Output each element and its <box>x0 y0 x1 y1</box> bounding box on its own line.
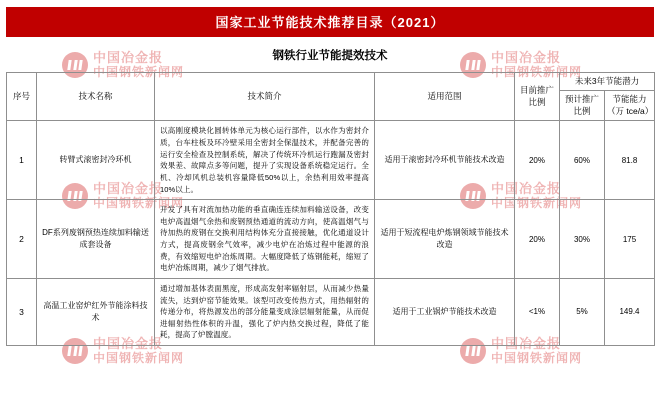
document-page <box>0 7 660 410</box>
cell-scope: 适用于工业锅炉节能技术改造 <box>375 278 515 345</box>
header-no: 序号 <box>7 73 37 121</box>
header-future-potential: 未来3年节能潜力 <box>560 73 655 91</box>
cell-no: 3 <box>7 278 37 345</box>
cell-desc: 开发了具有对流加热功能的垂直确连连续加料输送设备，改变电炉高温烟气余热和废钢预热通道的流动方向，使高温烟气与待加热的废钢在交换利用结构体充分直接接触，优化通道设计方式，提高废钢余气效率，减少电炉在冶炼过程中能源的浪费，有效缩短电炉冶炼周期。大幅度降低了炼钢能耗，缩短了电炉冶炼周期，减少了烟气排放。 <box>155 200 375 279</box>
table-row <box>7 121 655 200</box>
cell-name: 高温工业窑炉红外节能涂料技术 <box>37 278 155 345</box>
watermark-line1: 中国冶金报 <box>491 181 562 196</box>
watermark-line1: 中国冶金报 <box>491 336 562 351</box>
header-desc: 技术简介 <box>155 73 375 121</box>
cell-expected-ratio: 5% <box>560 278 605 345</box>
cell-saving-capacity: 175 <box>605 200 655 279</box>
header-name: 技术名称 <box>37 73 155 121</box>
watermark-line2: 中国钢铁新闻网 <box>491 195 583 210</box>
cell-name: 转臂式滚密封冷环机 <box>37 121 155 200</box>
header-current-ratio: 目前推广比例 <box>515 73 560 121</box>
cell-current-ratio: 20% <box>515 200 560 279</box>
cell-scope: 适用于滚密封冷环机节能技术改造 <box>375 121 515 200</box>
cell-no: 1 <box>7 121 37 200</box>
cell-no: 2 <box>7 200 37 279</box>
watermark-line2: 中国钢铁新闻网 <box>491 64 583 79</box>
watermark-line1: 中国冶金报 <box>93 50 164 65</box>
watermark-line2: 中国钢铁新闻网 <box>93 350 185 365</box>
cell-expected-ratio: 30% <box>560 200 605 279</box>
page-subtitle: 钢铁行业节能提效技术 <box>272 50 388 62</box>
cell-scope: 适用于短流程电炉炼钢领域节能技术改造 <box>375 200 515 279</box>
header-expected-ratio: 预计推广比例 <box>560 91 605 121</box>
cell-saving-capacity: 149.4 <box>605 278 655 345</box>
cell-saving-capacity: 81.8 <box>605 121 655 200</box>
watermark-line1: 中国冶金报 <box>491 50 562 65</box>
watermark-line1: 中国冶金报 <box>93 181 164 196</box>
cell-current-ratio: 20% <box>515 121 560 200</box>
header-scope: 适用范围 <box>375 73 515 121</box>
watermark-line2: 中国钢铁新闻网 <box>491 350 583 365</box>
table-header-group-row <box>7 73 655 91</box>
header-saving-capacity: 节能能力（万 tce/a） <box>605 91 655 121</box>
cell-expected-ratio: 60% <box>560 121 605 200</box>
cell-desc: 以高刚度模块化圆转体单元为核心运行部件，以水作为密封介质，台车柱板及环冷壁采用全密封全保温技术，并配备完善的运行安全检查及控制系统，解决了传统环冷机运行跑漏及密封效果差、故障点多等问题，提升了实现设备系统稳定运行。全机、冷却风机总装机容量降低50%以上，余热利用效率提高10%以上。 <box>155 121 375 200</box>
watermark-line2: 中国钢铁新闻网 <box>93 64 185 79</box>
cell-current-ratio: <1% <box>515 278 560 345</box>
watermark-line1: 中国冶金报 <box>93 336 164 351</box>
watermark-line2: 中国钢铁新闻网 <box>93 195 185 210</box>
cell-name: DF系列废钢预热连续加料输送成套设备 <box>37 200 155 279</box>
page-title: 国家工业节能技术推荐目录（2021） <box>6 7 654 37</box>
technology-catalog-table <box>6 72 655 346</box>
table-row <box>7 278 655 345</box>
table-row <box>7 200 655 279</box>
cell-desc: 通过增加基体表面黑度，形成高发射率辐射层，从而减少热量流失，达到炉窑节能效果。该型可改变传热方式，用热辐射的传递分布，将热源发出的部分能量变成涂层辐射能量，从而促进辐射热性体积的升温，强化了炉内热交换过程，降低了能耗，提高了炉膛温度。 <box>155 278 375 345</box>
